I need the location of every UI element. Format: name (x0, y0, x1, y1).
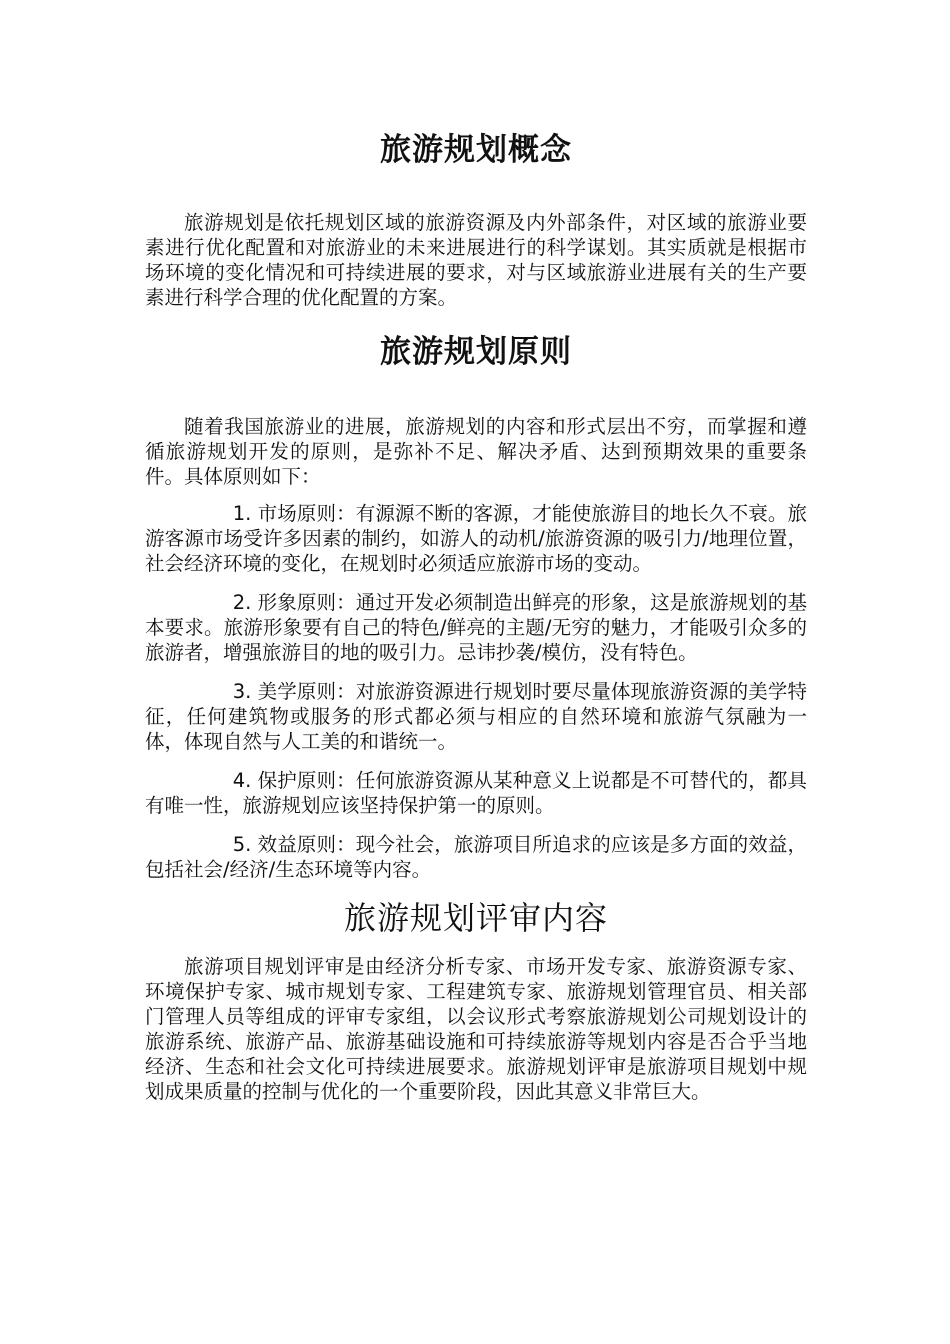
section-title-concept: 旅游规划概念 (380, 132, 572, 168)
principle-item-market: 1. 市场原则：有源源不断的客源，才能使旅游目的地长久不衰。旅游客源市场受许多因素的制约，如游人的动机/旅游资源的吸引力/地理位置，社会经济环境的变化，在规划时必须适应旅游市场的变动。 (145, 502, 807, 575)
principle-item-benefit: 5. 效益原则：现今社会，旅游项目所追求的应该是多方面的效益，包括社会/经济/生态环境等内容。 (145, 833, 807, 881)
section-title-review: 旅游规划评审内容 (343, 899, 608, 937)
paragraph-principles-intro: 随着我国旅游业的进展，旅游规划的内容和形式层出不穷，而掌握和遵循旅游规划开发的原则，是弥补不足、解决矛盾、达到预期效果的重要条件。具体原则如下： (145, 415, 807, 488)
paragraph-review: 旅游项目规划评审是由经济分析专家、市场开发专家、旅游资源专家、环境保护专家、城市规划专家、工程建筑专家、旅游规划管理官员、相关部门管理人员等组成的评审专家组，以会议形式考察旅游规划公司规划设计的旅游系统、旅游产品、旅游基础设施和可持续旅游等规划内容是否合乎当地经济、生态和社会文化可持续进展要求。旅游规划评审是旅游项目规划中规划成果质量的控制与优化的一个重要阶段，因此其意义非常巨大。 (145, 955, 807, 1103)
principle-item-image: 2. 形象原则：通过开发必须制造出鲜亮的形象，这是旅游规划的基本要求。旅游形象要有自己的特色/鲜亮的主题/无穷的魅力，才能吸引众多的旅游者，增强旅游目的地的吸引力。忌讳抄袭/模仿，没有特色。 (145, 591, 807, 664)
section-title-principles: 旅游规划原则 (380, 334, 572, 370)
principle-item-aesthetics: 3. 美学原则：对旅游资源进行规划时要尽量体现旅游资源的美学特征，任何建筑物或服务的形式都必须与相应的自然环境和旅游气氛融为一体，体现自然与人工美的和谐统一。 (145, 680, 807, 753)
principle-item-protection: 4. 保护原则：任何旅游资源从某种意义上说都是不可替代的，都具有唯一性，旅游规划应该坚持保护第一的原则。 (145, 769, 807, 817)
paragraph-concept: 旅游规划是依托规划区域的旅游资源及内外部条件，对区域的旅游业要素进行优化配置和对旅游业的未来进展进行的科学谋划。其实质就是根据市场环境的变化情况和可持续进展的要求，对与区域旅游业进展有关的生产要素进行科学合理的优化配置的方案。 (145, 211, 807, 309)
document-body (145, 128, 807, 1104)
